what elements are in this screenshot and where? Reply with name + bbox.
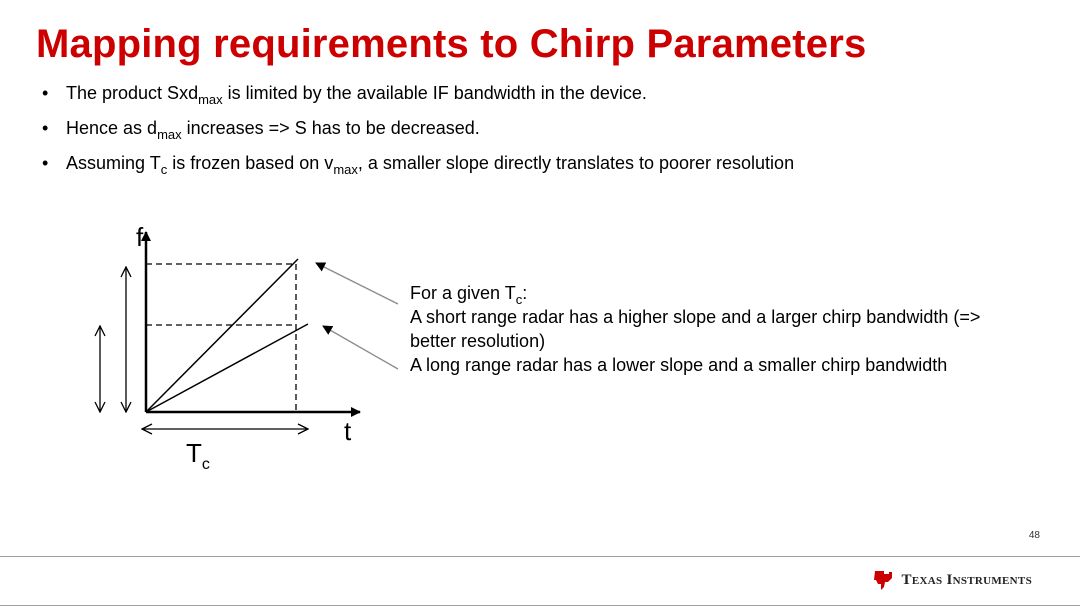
chirp-slope-diagram <box>80 222 410 482</box>
pointer-arrow-long-range <box>323 326 398 369</box>
long-range-chirp-line <box>146 324 308 412</box>
page-number: 48 <box>1028 530 1040 541</box>
annotation-line-1: For a given $T_c$: <box>410 283 528 307</box>
bullet-item: • The product Sxd$_{max}$ is limited by the available IF bandwidth in the device. <box>42 80 794 107</box>
bullet-list <box>42 80 794 185</box>
slide-footer <box>0 556 1080 606</box>
frequency-axis-label: f <box>136 222 144 252</box>
time-axis-label: t <box>344 416 352 446</box>
ti-logo <box>872 569 1032 591</box>
ti-logo-text: Texas Instruments <box>901 571 1032 588</box>
bullet-item: • Assuming $T_c$ is frozen based on $v_{max}$, a smaller slope directly translates to poorer resolution <box>42 150 794 177</box>
annotation-line-4: A long range radar has a lower slope and a smaller chirp bandwidth <box>410 355 948 375</box>
annotation-line-3: better resolution) <box>410 331 546 351</box>
radar-annotation <box>410 281 1078 377</box>
short-range-chirp-line <box>146 259 298 412</box>
slide-title: Mapping requirements to Chirp Parameters <box>36 22 867 66</box>
pointer-arrow-short-range <box>316 263 398 304</box>
annotation-line-2: A short range radar has a higher slope and a larger chirp bandwidth (=> <box>410 307 981 327</box>
ti-logo-icon <box>872 569 894 591</box>
chirp-duration-label: $T_c$ <box>186 438 210 473</box>
bullet-item: • Hence as $d_{max}$ increases => S has to be decreased. <box>42 115 794 142</box>
